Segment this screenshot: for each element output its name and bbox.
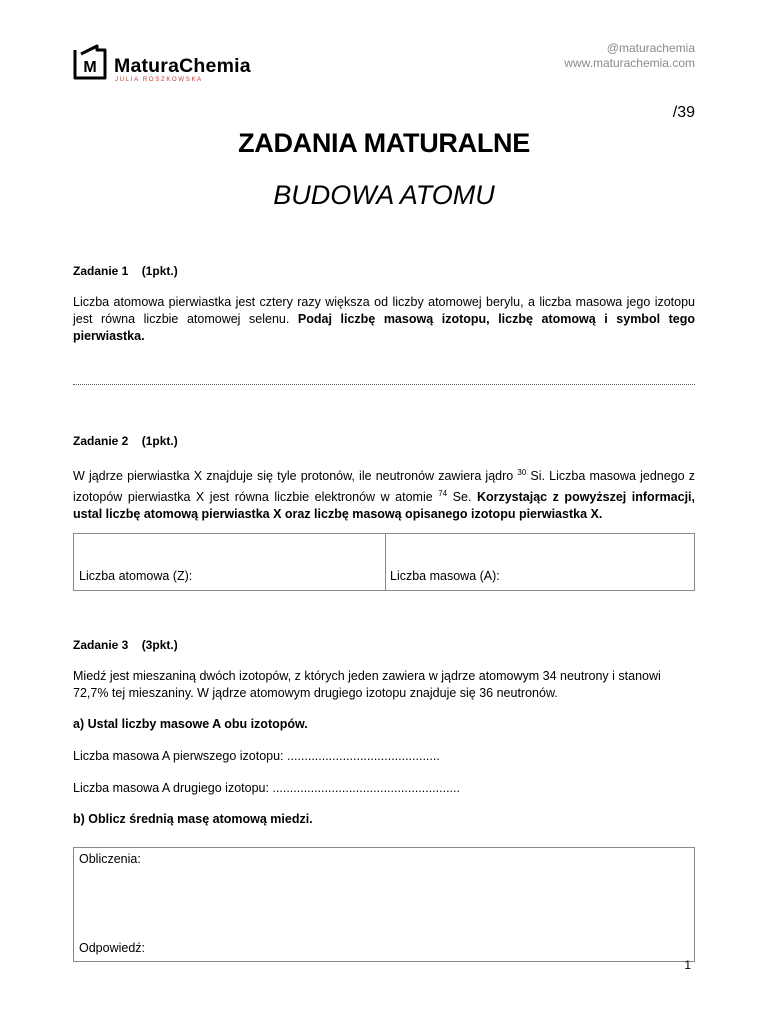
task-2-body-a: W jądrze pierwiastka X znajduje się tyle protonów, ile neutronów zawiera jądro — [73, 469, 518, 484]
website-url: www.maturachemia.com — [564, 56, 695, 70]
task-2-sup-b: 74 — [438, 489, 448, 499]
task-3-part-b: b) Oblicz średnią masę atomową miedzi. — [73, 812, 313, 826]
book-logo-icon — [73, 44, 107, 80]
task-2-body-b: . Liczba masowa jednego z izotopów pierwiastka X jest równa liczbie elektronów w atomie — [73, 469, 696, 505]
logo-letter: M — [83, 59, 97, 76]
task-1-body: Liczba atomowa pierwiastka jest cztery razy większa od liczby atomowej berylu, a liczba masowa jego izotopu jest równa liczbie atomowej selenu. — [73, 295, 695, 326]
task-1-heading: Zadanie 1 (1pkt.) — [73, 264, 178, 278]
mass-number-field[interactable]: Liczba masowa (A): — [390, 569, 500, 583]
task-2-body-c: . — [467, 490, 477, 505]
calculation-box[interactable] — [73, 847, 695, 962]
max-score: /39 — [672, 104, 695, 121]
answer-table — [73, 533, 695, 591]
isotope-2-mass-line[interactable]: Liczba masowa A drugiego izotopu: ...................................................... — [73, 781, 460, 795]
answer-label: Odpowiedź: — [79, 941, 146, 955]
task-2-text — [73, 464, 695, 523]
task-3-part-a: a) Ustal liczby masowe A obu izotopów. — [73, 717, 308, 731]
task-3-heading: Zadanie 3 (3pkt.) — [73, 638, 178, 652]
page-subtitle: BUDOWA ATOMU — [273, 180, 495, 210]
task-2-sup-a: 30 — [517, 468, 527, 477]
task-3-text: Miedź jest mieszaniną dwóch izotopów, z których jeden zawiera w jądrze atomowym 34 neutrony i stanowi 72,7% tej mieszaniny. W jądrze atomowym drugiego izotopu znajduje się 36 neutronów. — [73, 669, 661, 700]
task-1-instruction: Podaj liczbę masową izotopu, liczbę atomową i symbol tego pierwiastka. — [73, 312, 696, 343]
isotope-1-mass-line[interactable]: Liczba masowa A pierwszego izotopu: ............................................ — [73, 749, 440, 763]
task-1-text — [73, 294, 695, 345]
page-number: 1 — [684, 958, 691, 972]
brand-name: MaturaChemia — [114, 55, 251, 77]
task-2-symbol-b: Se — [447, 490, 468, 505]
answer-dotted-line[interactable] — [73, 382, 695, 385]
task-2-heading: Zadanie 2 (1pkt.) — [73, 434, 178, 448]
social-handle: @maturachemia — [606, 41, 695, 55]
atomic-number-field[interactable]: Liczba atomowa (Z): — [79, 569, 193, 583]
brand-logo — [73, 44, 273, 86]
calculations-label: Obliczenia: — [79, 852, 141, 866]
task-2-instruction: Korzystając z powyższej informacji, ustal liczbę atomową pierwiastka X oraz liczbę masową opisanego izotopu pierwiastka X. — [73, 490, 695, 522]
brand-subtitle: JULIA ROSZKOWSKA — [115, 77, 203, 83]
task-2-symbol-a: Si — [526, 469, 542, 484]
table-divider — [385, 534, 386, 590]
page-title: ZADANIA MATURALNE — [238, 128, 530, 158]
